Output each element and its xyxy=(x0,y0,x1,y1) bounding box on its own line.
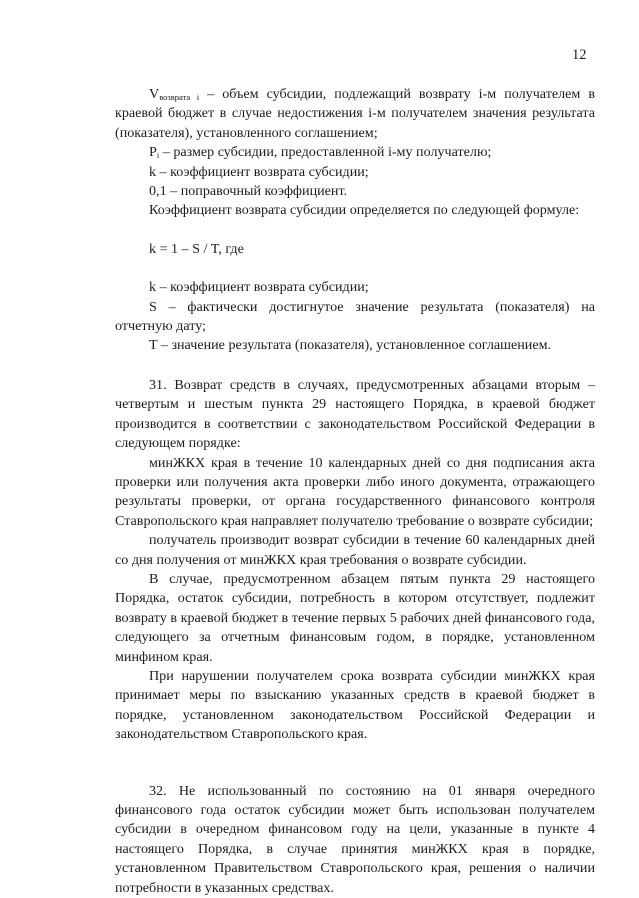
section-32: 32. Не использованный по состоянию на 01 января очередного финансового года остаток субсидии может быть использован получателем субсидии в очередном финансовом году на цели, указанные в пункте 4 настоящего Порядка, в случае принятия минЖКХ края в порядке, установленном Правительством Ставропольского края, решения о наличии потребности в указанных средствах. xyxy=(115,782,595,896)
section-31-item-2: получатель производит возврат субсидии в течение 60 календарных дней со дня получения от минЖКХ края требования о возврате субсидии. xyxy=(115,532,595,568)
section-31-intro: 31. Возврат средств в случаях, предусмотренных абзацами вторым – четвертым и шестым пункта 29 настоящего Порядка, в краевой бюджет производится в соответствии с законодательством Российской Федерации в следующем порядке: xyxy=(115,376,595,452)
v-subscript: возврата i xyxy=(159,92,200,102)
document-body xyxy=(115,85,595,898)
definition-k: k – коэффициент возврата субсидии; xyxy=(149,163,369,180)
section-31-paragraph-4: При нарушении получателем срока возврата субсидии минЖКХ края принимает меры по взысканию указанных средств в краевой бюджет в порядке, установленном законодательством Российской Федерации и законодательством Ставропольского края. xyxy=(115,667,595,743)
section-31-paragraph-3: В случае, предусмотренном абзацем пятым пункта 29 настоящего Порядка, остаток субсидии, потребность в котором отсутствует, подлежит возврату в краевой бюджет в течение первых 5 рабочих дней финансового года, следующего за отчетным финансовым годом, в порядке, установленном минфином края. xyxy=(115,570,595,665)
v-definition-text: – объем субсидии, подлежащий возврату i-м получателем в краевой бюджет в случае недостижения i-м получателем значения результата (показателя), установленного соглашением; xyxy=(115,86,595,141)
formula-definition-k: k – коэффициент возврата субсидии; xyxy=(149,279,369,296)
p-subscript: i xyxy=(156,150,160,161)
spacer xyxy=(115,221,595,240)
spacer xyxy=(115,259,595,278)
formula-definition-t: T – значение результата (показателя), установленное соглашением. xyxy=(149,337,552,354)
definition-p-i xyxy=(115,143,595,162)
p-symbol: P xyxy=(149,144,157,161)
page-number: 12 xyxy=(572,47,587,63)
definition-v-return xyxy=(115,85,595,143)
formula-definition-s: S – фактически достигнутое значение результата (показателя) на отчетную дату; xyxy=(115,298,595,335)
v-symbol: V xyxy=(149,86,160,102)
formula-intro: Коэффициент возврата субсидии определяется по следующей формуле: xyxy=(149,202,580,219)
section-31-item-1: минЖКХ края в течение 10 календарных дней со дня подписания акта проверки или получения акта проверки либо иного документа, отражающего результаты проверки, от органа государственного финансового контроля Ставропольского края направляет получателю требование о возврате субсидии; xyxy=(115,454,595,529)
spacer xyxy=(115,356,595,376)
spacer xyxy=(115,745,595,782)
p-definition-text: – размер субсидии, предоставленной i-му получателю; xyxy=(159,144,492,161)
definition-correction-coefficient: 0,1 – поправочный коэффициент. xyxy=(149,183,348,200)
formula: k = 1 – S / T, где xyxy=(149,240,244,257)
